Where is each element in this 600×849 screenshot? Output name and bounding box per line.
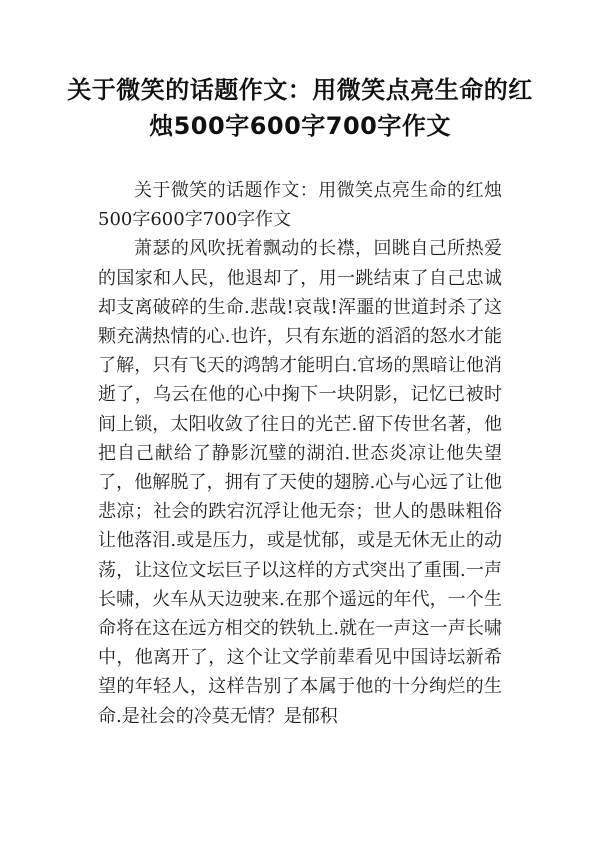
document-body — [98, 176, 502, 731]
document-title: 关于微笑的话题作文：用微笑点亮生命的红烛500字600字700字作文 — [67, 76, 533, 140]
paragraph-subtitle: 关于微笑的话题作文：用微笑点亮生命的红烛500字600字700字作文 — [98, 180, 502, 231]
paragraph-main: 萧瑟的风吹抚着飘动的长襟，回眺自己所热爱的国家和人民，他退却了，用一跳结束了自己忠诚却支离破碎的生命.悲哉!哀哉!浑噩的世道封杀了这颗充满热情的心.也许，只有东逝的滔滔的怒水才能了解，只有飞天的鸿鹄才能明白.官场的黑暗让他消逝了，乌云在他的心中掬下一块阴影，记忆已被时间上锁，太阳收敛了往日的光芒.留下传世名著，他把自己献给了静影沉璧的湖泊.世态炎凉让他失望了，他解脱了，拥有了天使的翅膀.心与心远了让他悲凉；社会的跌宕沉浮让他无奈；世人的愚昧粗俗让他落泪.或是压力，或是忧郁，或是无休无止的动荡，让这位文坛巨子以这样的方式突出了重围.一声长啸，火车从天边驶来.在那个遥远的年代，一个生命将在这在远方相交的铁轨上.就在一声这一声长啸中，他离开了，这个让文学前辈看见中国诗坛新希望的年轻人，这样告别了本属于他的十分绚烂的生命.是社会的冷莫无情？是郁积 — [98, 238, 502, 727]
